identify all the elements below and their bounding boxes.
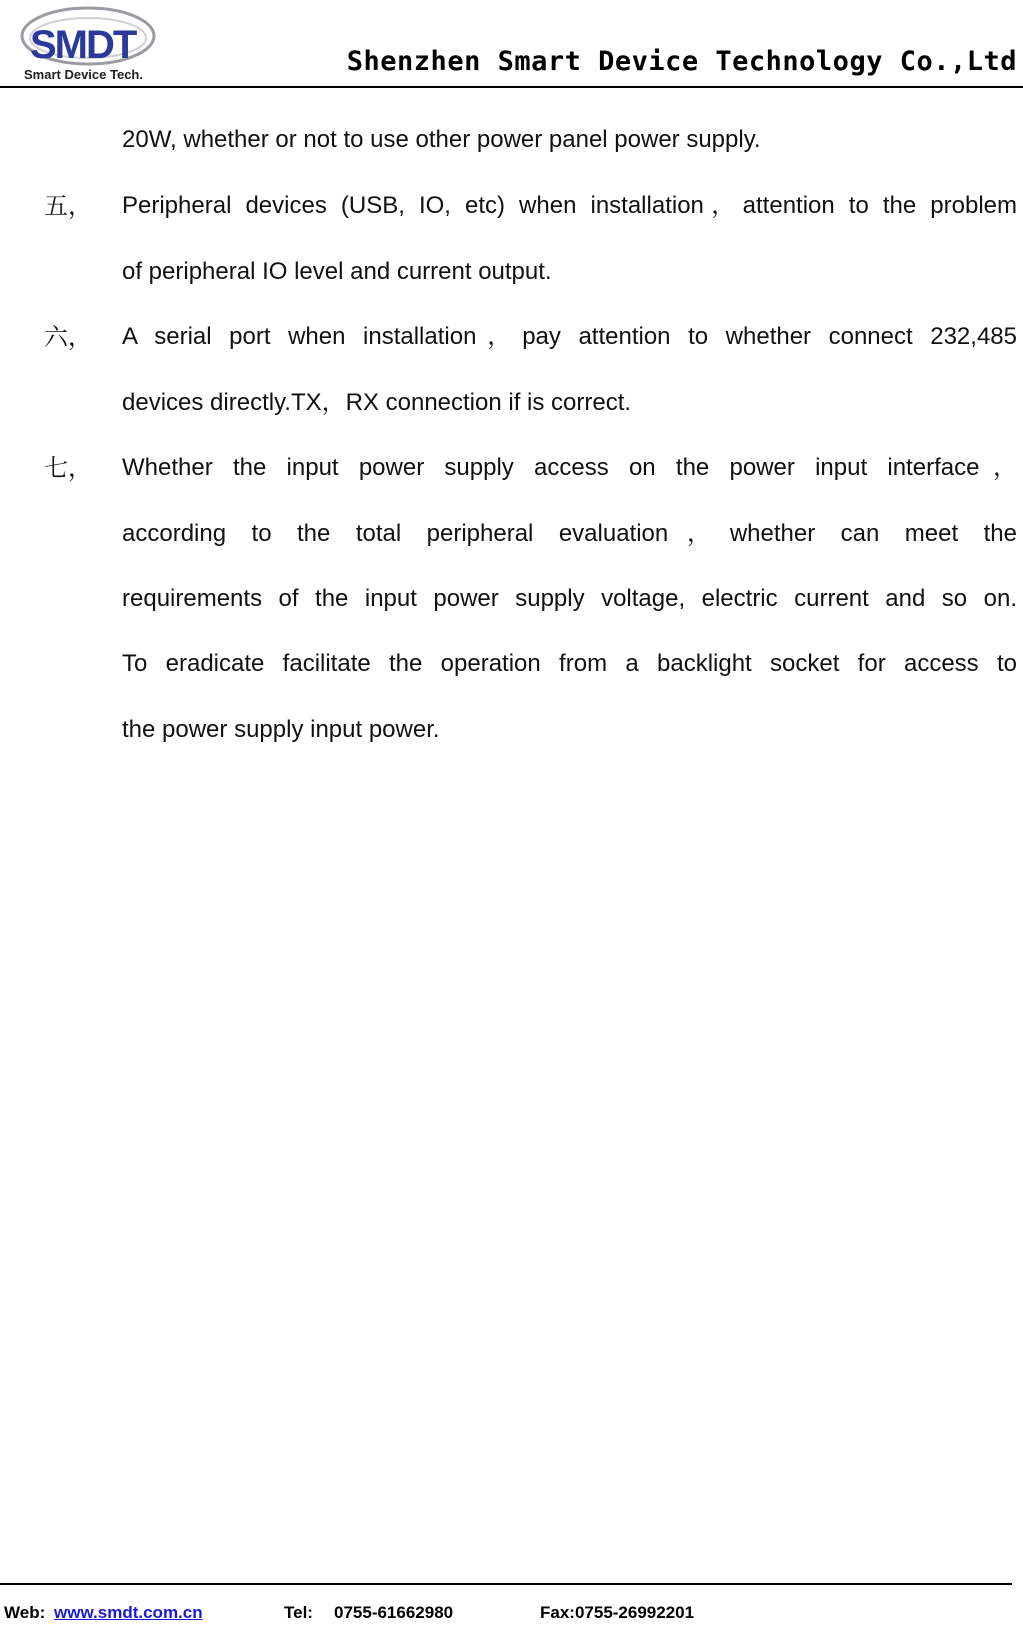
item-7-line-2: according to the total peripheral evaluation，whether can meet the bbox=[122, 520, 1017, 547]
item-6-line-2: devices directly.TX，RX connection if is correct. bbox=[122, 389, 632, 416]
item-7-line-4: To eradicate facilitate the operation from a backlight socket for access to bbox=[122, 650, 1017, 677]
item-marker-5: 五， bbox=[44, 192, 92, 220]
fax-number: Fax:0755-26992201 bbox=[540, 1603, 695, 1622]
web-label: Web: bbox=[4, 1603, 46, 1622]
item-marker-7: 七， bbox=[44, 454, 92, 482]
intro-line: 20W, whether or not to use other power panel power supply. bbox=[122, 126, 761, 153]
tel-value: 0755-61662980 bbox=[334, 1603, 454, 1622]
item-6-line-1: A serial port when installation，pay attention to whether connect 232,485 bbox=[122, 323, 1017, 350]
svg-text:SMDT: SMDT bbox=[30, 23, 136, 67]
item-marker-6: 六， bbox=[44, 323, 92, 351]
item-5-line-1: Peripheral devices (USB, IO, etc) when installation，attention to the problem bbox=[122, 192, 1017, 219]
header-divider bbox=[0, 86, 1023, 88]
company-logo bbox=[20, 2, 170, 82]
svg-text:Smart Device Tech.: Smart Device Tech. bbox=[24, 67, 143, 82]
page-footer bbox=[0, 1603, 1023, 1625]
item-7-line-1: Whether the input power supply access on the power input interface， bbox=[122, 454, 1017, 481]
tel-label: Tel: bbox=[284, 1603, 313, 1622]
footer-divider bbox=[0, 1583, 1012, 1585]
item-7-line-5: the power supply input power. bbox=[122, 716, 440, 743]
page-header bbox=[0, 0, 1023, 90]
company-name: Shenzhen Smart Device Technology Co.,Ltd bbox=[346, 46, 1017, 77]
item-5-line-2: of peripheral IO level and current output. bbox=[122, 258, 552, 285]
website-link[interactable]: www.smdt.com.cn bbox=[54, 1603, 203, 1622]
item-7-line-3: requirements of the input power supply voltage, electric current and so on. bbox=[122, 585, 1017, 612]
